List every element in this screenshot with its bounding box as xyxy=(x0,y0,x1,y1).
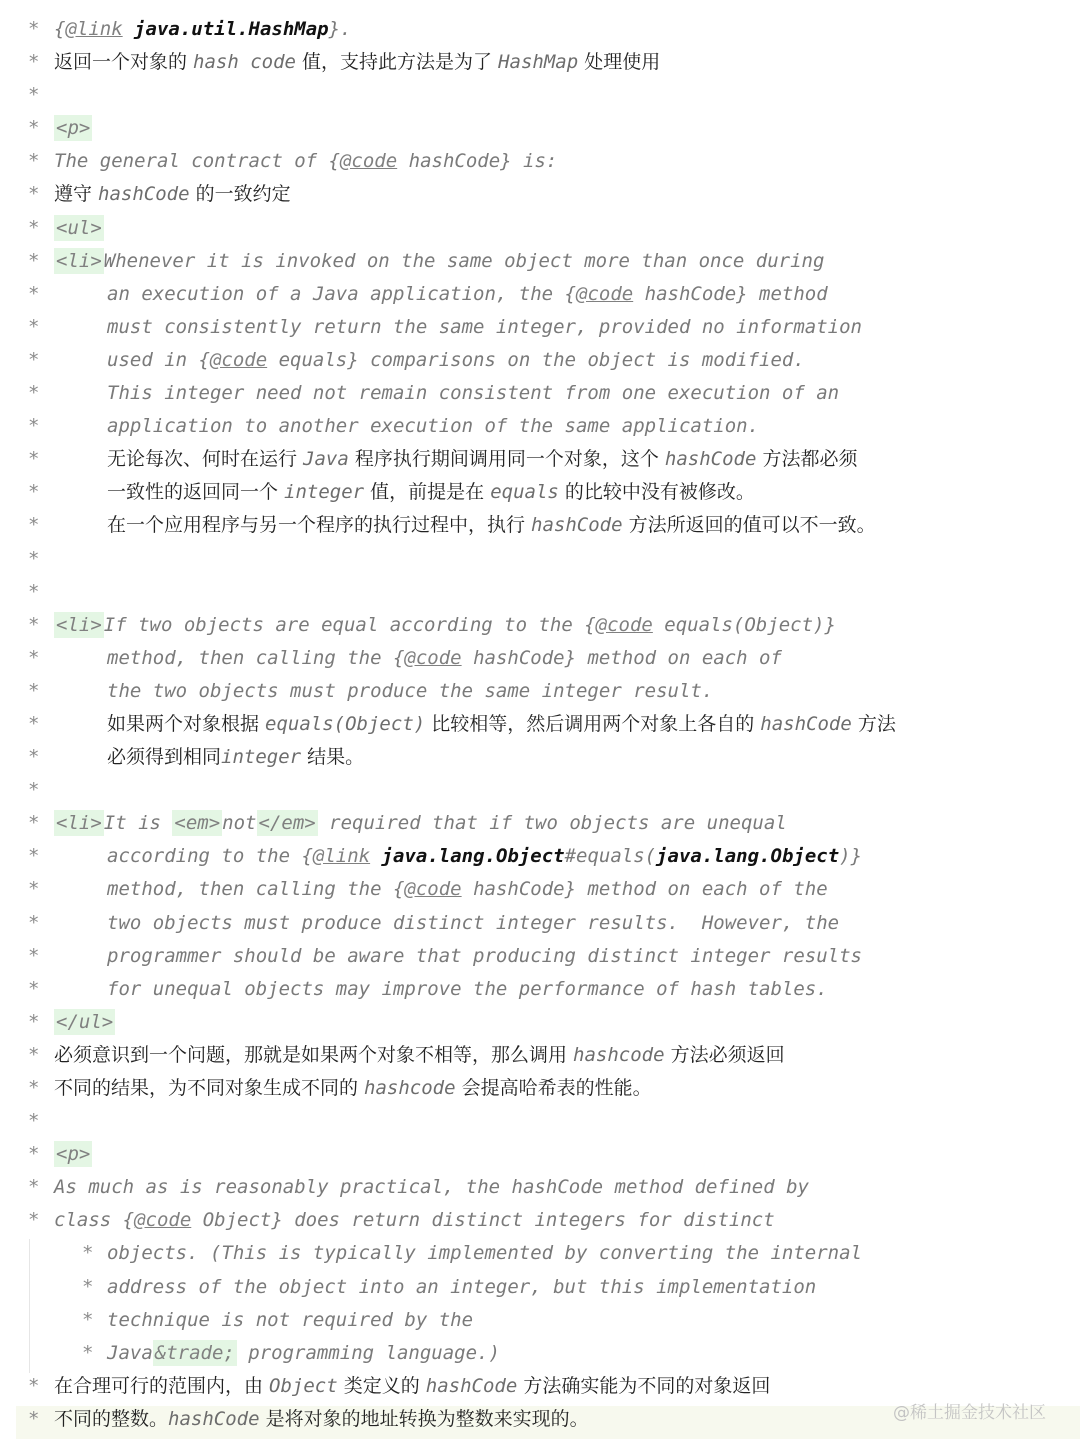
javadoc-tag: @code xyxy=(404,878,462,901)
comment-line xyxy=(0,1237,1080,1270)
comment-words: must consistently return the same integer, provided no information xyxy=(107,315,862,338)
comment-line xyxy=(0,443,1080,476)
comment-text xyxy=(107,940,862,973)
comment-star: * xyxy=(28,911,40,934)
comment-star: * xyxy=(28,84,40,107)
comment-text xyxy=(54,1039,785,1072)
comment-star: * xyxy=(28,812,40,835)
chinese-translation: 程序执行期间调用同一个对象，这个 xyxy=(348,448,665,471)
javadoc-tag: @code xyxy=(339,150,398,173)
comment-line xyxy=(0,940,1080,973)
comment-line xyxy=(0,377,1080,410)
comment-words: application to another execution of the same application. xyxy=(107,415,760,438)
comment-star: * xyxy=(28,1043,40,1066)
chinese-translation: 如果两个对象根据 xyxy=(107,712,266,735)
comment-line xyxy=(0,1072,1080,1105)
comment-star: * xyxy=(28,1010,40,1033)
html-tag: <ul> xyxy=(56,216,102,239)
comment-star: * xyxy=(28,977,40,1000)
comment-words: hashCode} is: xyxy=(397,150,558,173)
comment-star: * xyxy=(28,382,40,405)
chinese-translation: 无论每次、何时在运行 xyxy=(107,448,304,471)
comment-star: * xyxy=(28,613,40,636)
comment-text xyxy=(54,1370,770,1403)
chinese-translation: 必须意识到一个问题，那就是如果两个对象不相等，那么调用 xyxy=(54,1043,574,1066)
comment-words: It is xyxy=(103,812,173,835)
javadoc-comment-block xyxy=(0,13,1080,1436)
comment-words xyxy=(370,845,381,867)
comment-text xyxy=(107,410,759,443)
comment-words: Java xyxy=(303,448,349,471)
comment-words: hashCode xyxy=(168,1407,260,1430)
chinese-translation: 遵守 xyxy=(54,183,99,206)
comment-words: the two objects must produce the same integer result. xyxy=(107,679,714,702)
comment-line xyxy=(0,642,1080,675)
chinese-translation: 类定义的 xyxy=(337,1374,426,1397)
html-tag: </em> xyxy=(258,812,316,835)
comment-star: * xyxy=(28,249,40,272)
comment-star: * xyxy=(28,547,40,570)
comment-star: * xyxy=(28,1407,40,1430)
comment-words: hashCode xyxy=(664,448,757,471)
comment-text xyxy=(107,278,828,311)
comment-line xyxy=(0,212,1080,245)
comment-star: * xyxy=(28,580,40,603)
comment-words: hash code xyxy=(193,51,296,74)
comment-line xyxy=(0,675,1080,708)
comment-line xyxy=(0,907,1080,940)
javadoc-tag: @code xyxy=(404,646,462,669)
chinese-translation: 是将对象的地址转换为整数来实现的。 xyxy=(259,1407,589,1430)
comment-text xyxy=(107,642,782,675)
comment-words: equals xyxy=(490,481,559,504)
comment-words: integer xyxy=(221,746,302,769)
comment-star: * xyxy=(28,18,40,40)
comment-star: * xyxy=(28,448,40,471)
comment-text xyxy=(107,311,862,344)
html-tag: <li> xyxy=(56,249,102,272)
comment-words: Whenever it is invoked on the same object more than once during xyxy=(103,249,825,272)
comment-line xyxy=(0,410,1080,443)
chinese-translation: 值，支持此方法是为了 xyxy=(296,51,499,74)
comment-words: technique is not required by the xyxy=(107,1308,474,1331)
comment-star: * xyxy=(28,481,40,504)
comment-words: according to the { xyxy=(107,845,313,868)
comment-star: * xyxy=(28,1077,40,1099)
comment-words: address of the object into an integer, but this implementation xyxy=(107,1275,817,1298)
comment-words: programming language.) xyxy=(236,1341,500,1364)
comment-words: an execution of a Java application, the { xyxy=(107,282,576,305)
chinese-translation: 方法确实能为不同的对象返回 xyxy=(517,1374,771,1397)
javadoc-tag: @code xyxy=(576,282,634,305)
comment-star: * xyxy=(28,878,40,901)
chinese-translation: 的一致约定 xyxy=(189,183,291,206)
comment-star: * xyxy=(82,1308,94,1331)
chinese-translation: 必须得到相同 xyxy=(107,746,222,769)
comment-line xyxy=(0,807,1080,840)
chinese-translation: 在合理可行的范围内，由 xyxy=(54,1374,270,1397)
comment-line xyxy=(0,278,1080,311)
comment-words: hashCode xyxy=(760,712,852,735)
comment-words: hashCode} method on each of the xyxy=(461,878,828,901)
comment-text xyxy=(54,1006,115,1039)
comment-words: programmer should be aware that producing distinct integer results xyxy=(107,944,862,967)
comment-text xyxy=(54,212,104,245)
comment-words: Java xyxy=(107,1341,153,1364)
comment-line xyxy=(0,1039,1080,1072)
comment-words: hashCode xyxy=(531,514,623,537)
chinese-translation: 不同的整数。 xyxy=(54,1407,169,1430)
html-tag: <li> xyxy=(56,812,102,835)
comment-words: This integer need not remain consistent from one execution of an xyxy=(107,382,840,405)
comment-text xyxy=(107,377,839,410)
comment-words: { xyxy=(54,18,66,40)
comment-words: The general contract of { xyxy=(54,150,340,173)
comment-text xyxy=(54,1171,809,1204)
comment-text xyxy=(54,1072,652,1105)
comment-line xyxy=(0,476,1080,509)
comment-star: * xyxy=(82,1242,94,1265)
comment-star: * xyxy=(28,944,40,967)
comment-text xyxy=(54,245,824,278)
chinese-translation: 不同的结果，为不同对象生成不同的 xyxy=(54,1077,365,1099)
comment-line xyxy=(0,344,1080,377)
comment-star: * xyxy=(28,1110,40,1133)
chinese-translation: 结果。 xyxy=(301,746,365,769)
html-tag: <li> xyxy=(56,613,102,636)
comment-words: hashcode xyxy=(573,1043,665,1066)
comment-text xyxy=(107,344,805,377)
chinese-translation: 处理使用 xyxy=(578,51,661,74)
chinese-translation: 返回一个对象的 xyxy=(54,51,194,74)
comment-text xyxy=(107,1337,500,1370)
comment-text xyxy=(107,1237,862,1270)
comment-text xyxy=(54,46,660,79)
comment-words: HashMap xyxy=(498,51,579,74)
comment-star: * xyxy=(28,746,40,769)
chinese-translation: 方法必须返回 xyxy=(664,1043,785,1066)
comment-line xyxy=(0,609,1080,642)
comment-star: * xyxy=(28,679,40,702)
comment-words: required that if two objects are unequal xyxy=(317,812,787,835)
comment-star: * xyxy=(28,779,40,802)
comment-words: used in { xyxy=(107,348,210,371)
comment-text xyxy=(107,873,828,906)
comment-text xyxy=(107,907,839,940)
comment-line xyxy=(0,112,1080,145)
class-reference: java.lang.Object xyxy=(656,845,840,868)
comment-text xyxy=(54,1403,589,1436)
comment-words: )} xyxy=(839,845,863,868)
comment-star: * xyxy=(82,1341,94,1364)
comment-words: method, then calling the { xyxy=(107,878,405,901)
comment-text xyxy=(107,973,828,1006)
comment-words: not xyxy=(222,812,257,835)
javadoc-tag: @code xyxy=(595,613,653,636)
comment-line xyxy=(0,840,1080,873)
html-tag: <p> xyxy=(56,1143,91,1166)
html-tag: <em> xyxy=(174,812,221,835)
comment-text xyxy=(107,840,862,873)
comment-line xyxy=(0,245,1080,278)
comment-line xyxy=(0,311,1080,344)
comment-words: }. xyxy=(328,18,352,40)
comment-words: hashCode xyxy=(425,1374,518,1397)
comment-words: hashCode} method xyxy=(633,282,828,305)
comment-star: * xyxy=(28,1374,40,1397)
comment-words: As much as is reasonably practical, the hashCode method defined by xyxy=(54,1176,809,1199)
comment-line xyxy=(0,1204,1080,1237)
comment-text xyxy=(54,145,557,178)
comment-words: equals(Object)} xyxy=(652,613,836,636)
comment-words: #equals( xyxy=(564,845,657,868)
comment-line xyxy=(0,741,1080,774)
chinese-translation: 方法 xyxy=(851,712,896,735)
comment-star: * xyxy=(28,183,40,206)
comment-line xyxy=(0,509,1080,542)
comment-words: method, then calling the { xyxy=(107,646,405,669)
comment-text xyxy=(107,476,755,509)
chinese-translation: 在一个应用程序与另一个程序的执行过程中，执行 xyxy=(107,514,532,537)
comment-text xyxy=(107,675,713,708)
watermark: @稀土掘金技术社区 xyxy=(893,1403,1046,1423)
comment-star: * xyxy=(28,315,40,338)
comment-line xyxy=(0,1006,1080,1039)
comment-line xyxy=(0,145,1080,178)
comment-line xyxy=(0,13,1080,46)
comment-words: objects. (This is typically implemented by converting the internal xyxy=(107,1242,862,1265)
comment-words: hashCode xyxy=(98,183,190,206)
comment-line xyxy=(0,178,1080,211)
comment-star: * xyxy=(28,712,40,735)
comment-star: * xyxy=(82,1275,94,1298)
html-tag: <p> xyxy=(56,117,91,140)
comment-line xyxy=(0,774,1080,807)
comment-star: * xyxy=(28,51,40,74)
chinese-translation: 方法所返回的值可以不一致。 xyxy=(622,514,876,537)
chinese-translation: 会提高哈希表的性能。 xyxy=(455,1077,652,1099)
comment-text xyxy=(54,112,92,145)
javadoc-tag: @code xyxy=(209,348,268,371)
comment-line xyxy=(0,973,1080,1006)
comment-words: hashcode xyxy=(364,1077,456,1099)
comment-text xyxy=(107,1271,816,1304)
class-reference: java.lang.Object xyxy=(381,845,565,868)
comment-line xyxy=(0,79,1080,112)
comment-text xyxy=(54,13,351,46)
comment-words: equals(Object) xyxy=(265,712,426,735)
comment-text xyxy=(107,741,364,774)
class-reference: java.util.HashMap xyxy=(134,18,329,40)
comment-star: * xyxy=(28,646,40,669)
comment-words: integer xyxy=(284,481,365,504)
comment-star: * xyxy=(28,348,40,371)
comment-words: class { xyxy=(54,1209,135,1232)
comment-words: for unequal objects may improve the performance of hash tables. xyxy=(107,977,828,1000)
comment-line xyxy=(0,1138,1080,1171)
comment-star: * xyxy=(28,845,40,868)
comment-text xyxy=(54,807,787,840)
comment-line xyxy=(0,543,1080,576)
comment-text xyxy=(54,1138,92,1171)
javadoc-tag: @code xyxy=(134,1209,192,1232)
comment-line xyxy=(0,1271,1080,1304)
comment-line xyxy=(0,708,1080,741)
comment-line xyxy=(0,1105,1080,1138)
chinese-translation: 方法都必须 xyxy=(756,448,858,471)
comment-words xyxy=(123,18,134,40)
comment-line xyxy=(0,1171,1080,1204)
comment-line xyxy=(0,46,1080,79)
comment-line xyxy=(0,1337,1080,1370)
html-tag: &trade; xyxy=(154,1341,235,1364)
comment-text xyxy=(107,509,876,542)
comment-line xyxy=(0,873,1080,906)
comment-words: Object} does return distinct integers for distinct xyxy=(191,1209,775,1232)
comment-text xyxy=(107,708,896,741)
chinese-translation: 比较相等，然后调用两个对象上各自的 xyxy=(425,712,761,735)
comment-words: Object xyxy=(269,1374,338,1397)
comment-star: * xyxy=(28,117,40,140)
comment-star: * xyxy=(28,150,40,173)
chinese-translation: 的比较中没有被修改。 xyxy=(558,481,755,504)
comment-star: * xyxy=(28,514,40,537)
comment-star: * xyxy=(28,282,40,305)
javadoc-tag: @link xyxy=(312,845,371,868)
comment-text xyxy=(107,1304,473,1337)
chinese-translation: 一致性的返回同一个 xyxy=(107,481,285,504)
comment-star: * xyxy=(28,415,40,438)
comment-star: * xyxy=(28,1209,40,1232)
comment-text xyxy=(54,178,291,211)
comment-line xyxy=(0,1304,1080,1337)
comment-words: If two objects are equal according to the { xyxy=(103,613,596,636)
comment-star: * xyxy=(28,216,40,239)
comment-star: * xyxy=(28,1176,40,1199)
comment-words: two objects must produce distinct integer results. However, the xyxy=(107,911,840,934)
javadoc-tag: @link xyxy=(65,18,123,40)
comment-star: * xyxy=(28,1143,40,1166)
comment-words: equals} comparisons on the object is modified. xyxy=(267,348,805,371)
html-tag: </ul> xyxy=(56,1010,114,1033)
comment-text xyxy=(54,609,836,642)
comment-text xyxy=(54,1204,775,1237)
comment-line xyxy=(0,576,1080,609)
comment-text xyxy=(107,443,857,476)
chinese-translation: 值，前提是在 xyxy=(364,481,491,504)
comment-words: hashCode} method on each of xyxy=(461,646,782,669)
